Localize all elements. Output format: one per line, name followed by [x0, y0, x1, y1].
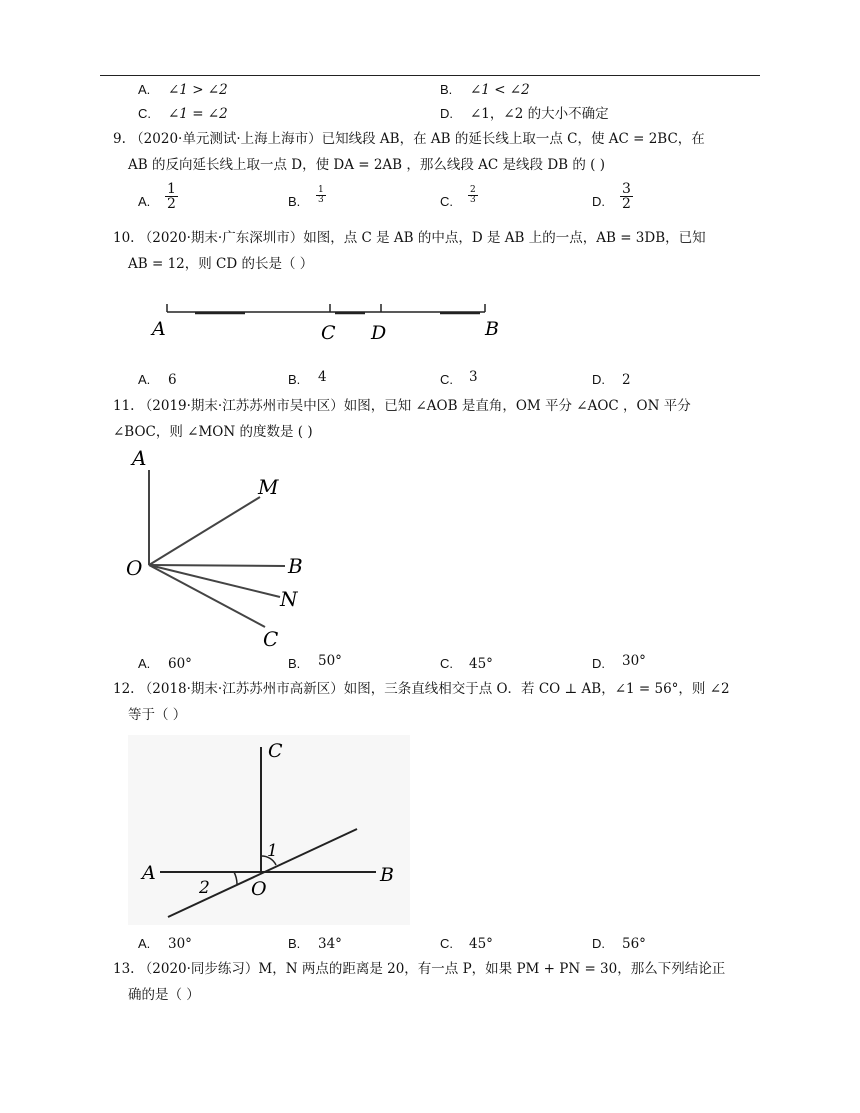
point-label-A: A: [142, 862, 156, 884]
option-label[interactable]: C.: [440, 656, 453, 671]
option-text: 45°: [469, 936, 493, 952]
option-label[interactable]: B.: [288, 936, 301, 951]
option-text: 34°: [318, 936, 342, 952]
option-label[interactable]: C.: [138, 106, 151, 121]
option-label[interactable]: D.: [592, 372, 605, 387]
point-label-M: M: [258, 475, 279, 499]
point-label-C: C: [321, 322, 336, 344]
point-label-A: A: [152, 318, 166, 340]
option-text: ∠1，∠2 的大小不确定: [470, 106, 609, 122]
option-label[interactable]: A.: [138, 82, 151, 97]
option-label[interactable]: B.: [288, 194, 301, 209]
option-text: 30°: [622, 653, 646, 669]
option-label[interactable]: C.: [440, 194, 453, 209]
option-label[interactable]: A.: [138, 372, 151, 387]
point-label-O: O: [251, 878, 267, 900]
segment-figure: [140, 295, 520, 355]
option-text: 50°: [318, 653, 342, 669]
intersecting-lines-figure: [128, 735, 410, 925]
question-13-stem-line2: 确的是（ ）: [128, 987, 200, 1003]
option-label[interactable]: D.: [592, 936, 605, 951]
option-text: ∠1 > ∠2: [168, 82, 228, 98]
point-label-B: B: [288, 554, 303, 578]
question-10-stem-line1: 10. （2020·期末·广东深圳市）如图，点 C 是 AB 的中点，D 是 AB 上的一点，AB = 3DB，已知: [113, 230, 706, 246]
fraction: $\frac{3}{2}$: [622, 181, 631, 212]
option-label[interactable]: D.: [440, 106, 453, 121]
question-9-stem-line2: AB 的反向延长线上取一点 D，使 DA = 2AB ，那么线段 AC 是线段 DB 的 ( ): [128, 157, 605, 173]
option-label[interactable]: A.: [138, 936, 151, 951]
option-text: 56°: [622, 936, 646, 952]
question-11-stem-line2: ∠BOC，则 ∠MON 的度数是 ( ): [113, 424, 313, 440]
fraction: $\frac{2}{3}$: [470, 185, 476, 205]
option-text: 3: [469, 369, 478, 385]
point-label-B: B: [380, 864, 394, 886]
option-text: 30°: [168, 936, 192, 952]
question-10-stem-line2: AB = 12，则 CD 的长是（ ）: [128, 256, 314, 272]
option-text: 60°: [168, 656, 192, 672]
point-label-N: N: [280, 587, 298, 611]
option-label[interactable]: A.: [138, 656, 151, 671]
option-label[interactable]: A.: [138, 194, 151, 209]
fraction: $\frac{1}{3}$: [318, 185, 324, 205]
angle-label-1: 1: [267, 841, 278, 861]
option-label[interactable]: C.: [440, 372, 453, 387]
option-text: ∠1 = ∠2: [168, 106, 228, 122]
point-label-B: B: [485, 318, 499, 340]
option-text: 45°: [469, 656, 493, 672]
point-label-A: A: [132, 446, 147, 470]
option-label[interactable]: D.: [592, 194, 605, 209]
point-label-C: C: [268, 740, 283, 762]
angle-label-2: 2: [199, 878, 210, 898]
question-9-stem-line1: 9. （2020·单元测试·上海上海市）已知线段 AB，在 AB 的延长线上取一点 C，使 AC = 2BC，在: [113, 131, 705, 147]
point-label-D: D: [371, 322, 387, 344]
option-label[interactable]: B.: [440, 82, 453, 97]
option-text: 4: [318, 369, 327, 385]
option-label[interactable]: B.: [288, 372, 301, 387]
option-text: 6: [168, 372, 177, 388]
question-12-stem-line1: 12. （2018·期末·江苏苏州市高新区）如图，三条直线相交于点 O．若 CO ⊥ AB，∠1 = 56°，则 ∠2: [113, 681, 730, 697]
question-12-stem-line2: 等于（ ）: [128, 707, 187, 723]
point-label-O: O: [126, 556, 143, 580]
option-text: 2: [622, 372, 631, 388]
question-11-stem-line1: 11. （2019·期末·江苏苏州市吴中区）如图，已知 ∠AOB 是直角，OM 平分 ∠AOC ，ON 平分: [113, 398, 691, 414]
point-label-C: C: [263, 627, 279, 651]
fraction: $\frac{1}{2}$: [167, 181, 176, 212]
option-text: ∠1 < ∠2: [470, 82, 530, 98]
header-rule: [100, 75, 760, 76]
option-label[interactable]: D.: [592, 656, 605, 671]
option-label[interactable]: C.: [440, 936, 453, 951]
question-13-stem-line1: 13. （2020·同步练习）M，N 两点的距离是 20，有一点 P，如果 PM + PN = 30，那么下列结论正: [113, 961, 726, 977]
option-label[interactable]: B.: [288, 656, 301, 671]
angle-figure: [120, 445, 320, 655]
